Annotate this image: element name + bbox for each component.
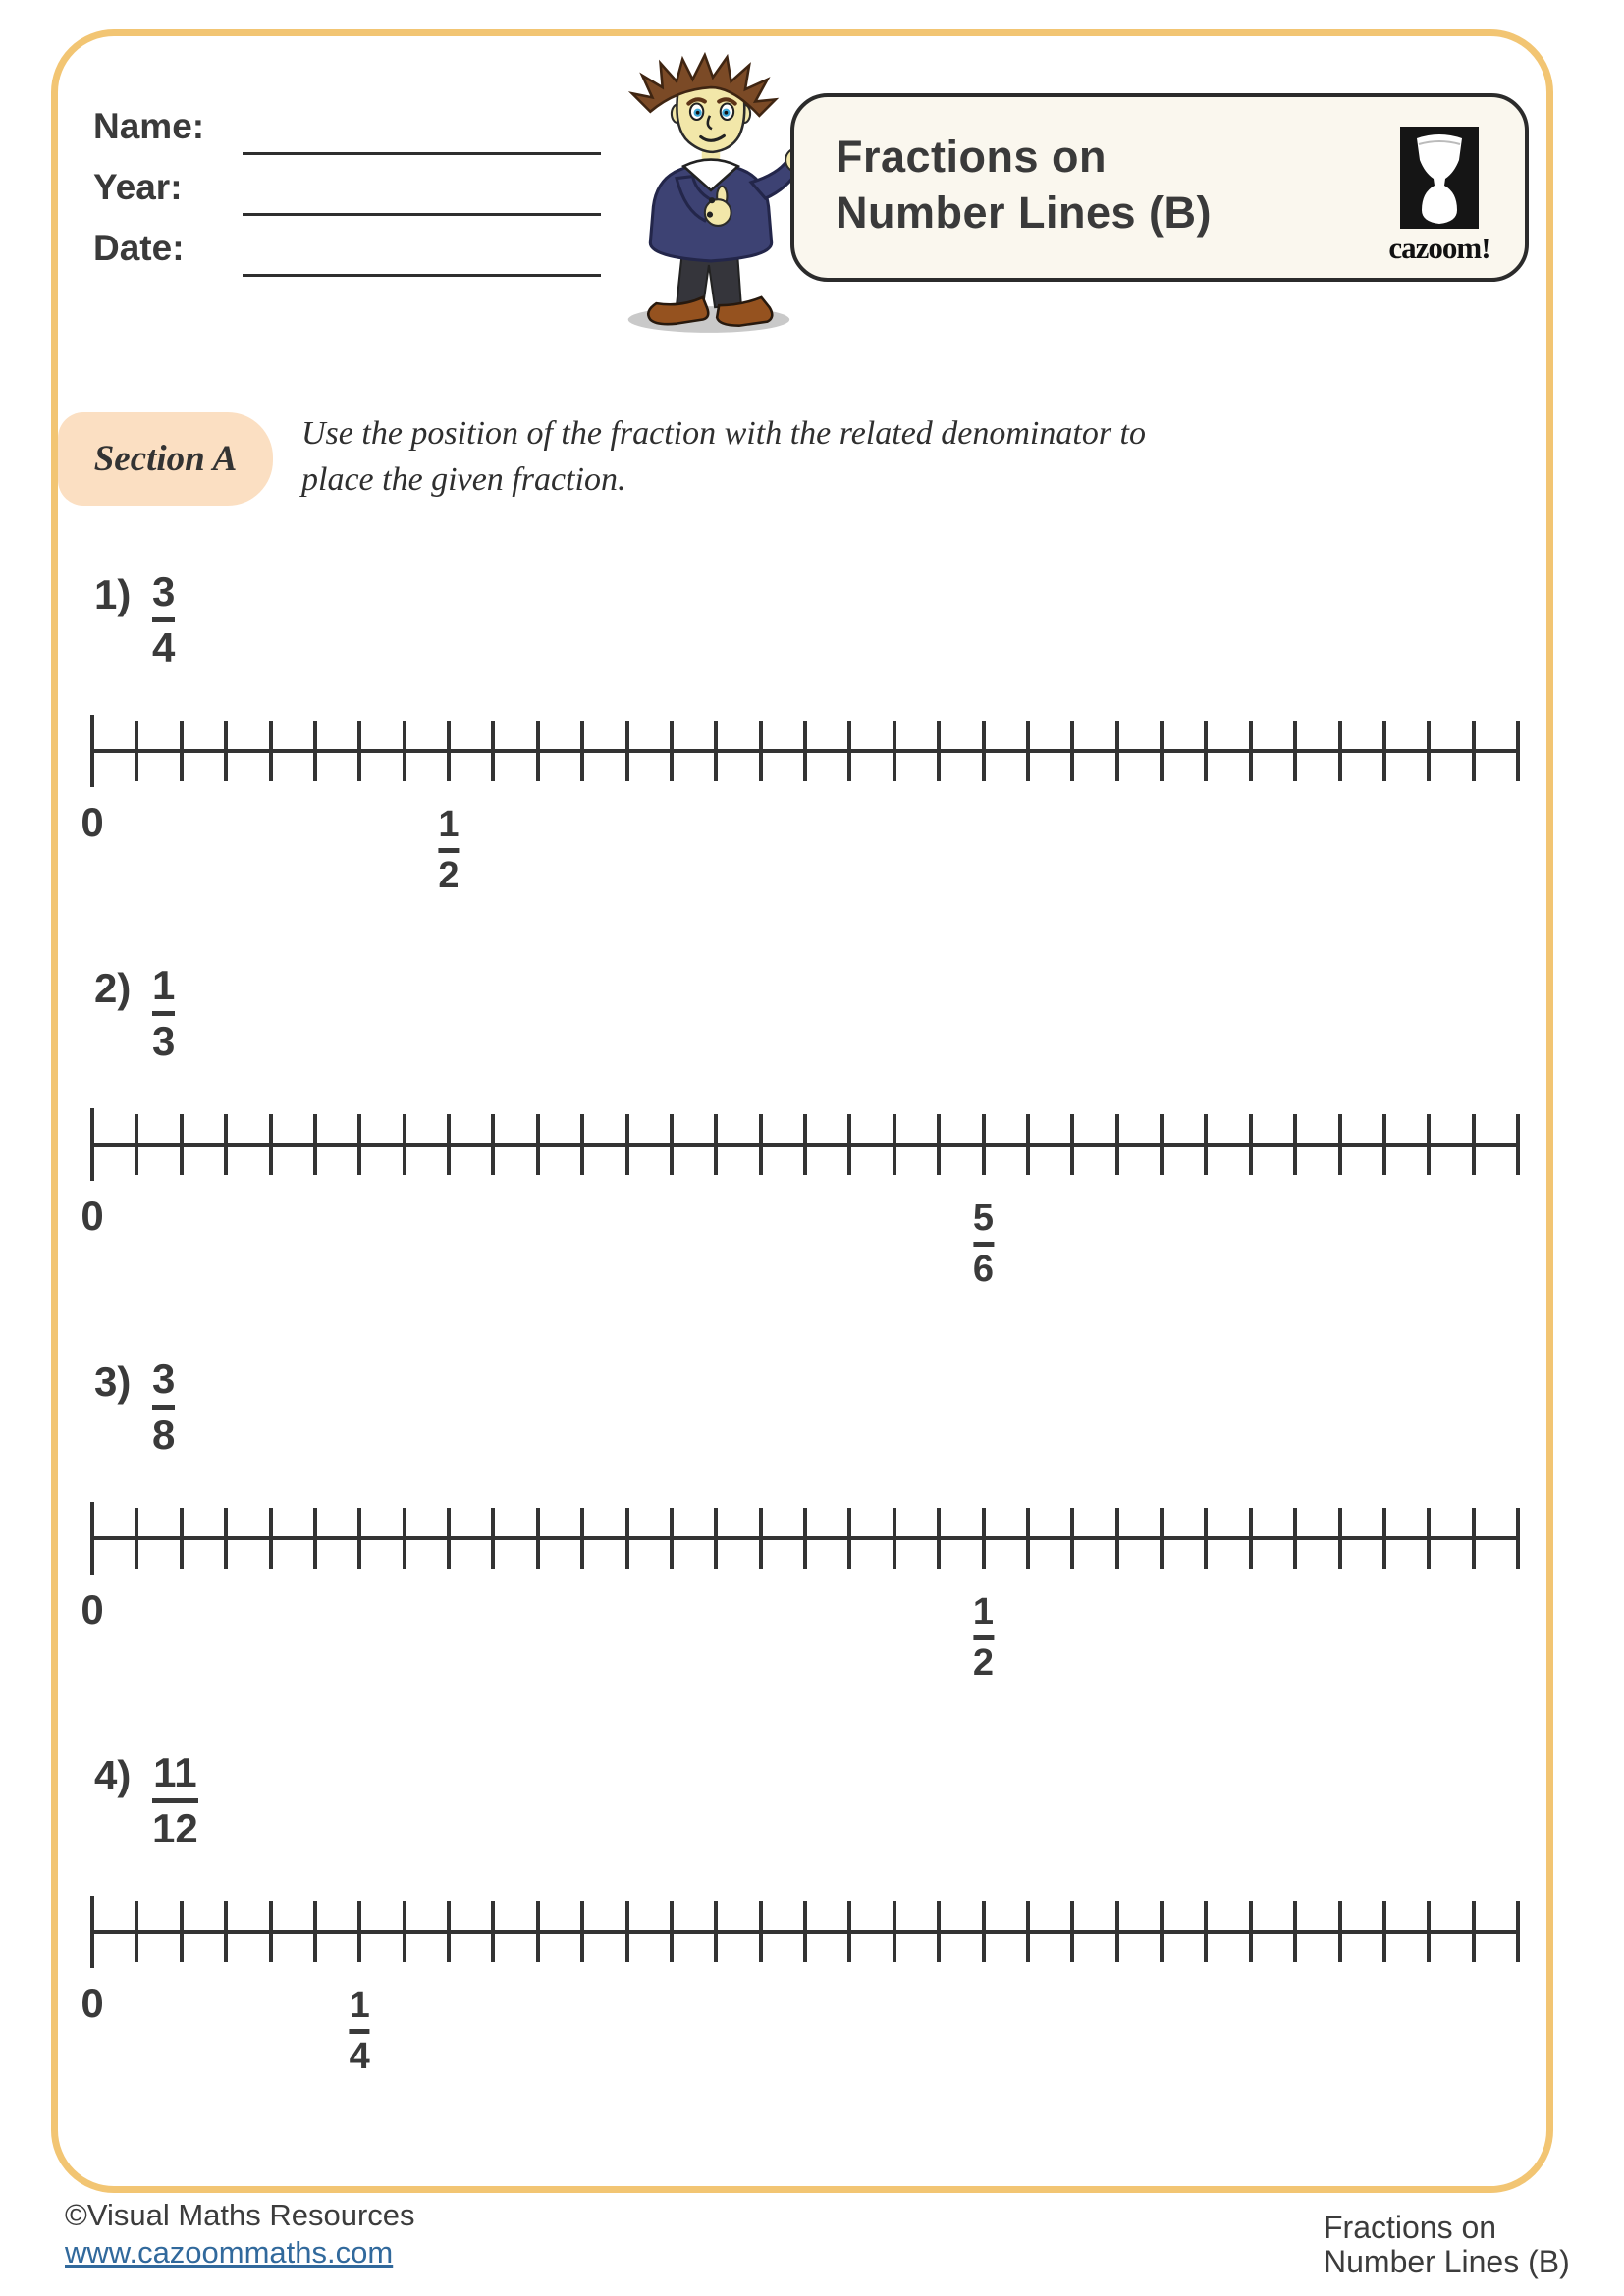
tick-mark	[447, 1508, 451, 1569]
number-line-3	[81, 1502, 1518, 1683]
fraction-denominator: 2	[972, 1642, 995, 1683]
tick-mark	[536, 721, 540, 781]
tick-mark	[982, 721, 986, 781]
tick-mark	[180, 1114, 184, 1175]
tick-mark	[1472, 1508, 1476, 1569]
tick-mark	[759, 1508, 763, 1569]
fraction-numerator: 1	[349, 1985, 370, 2026]
copyright-text: ©Visual Maths Resources	[65, 2198, 415, 2232]
tick-mark	[1115, 721, 1119, 781]
section-a-instruction	[301, 410, 1175, 503]
fraction-denominator: 8	[152, 1412, 176, 1458]
tick-mark	[1293, 1508, 1297, 1569]
tick-mark	[714, 721, 718, 781]
tick-mark	[357, 1508, 361, 1569]
fraction-numerator: 11	[153, 1749, 197, 1795]
tick-mark	[224, 1508, 228, 1569]
tick-mark	[1516, 721, 1520, 781]
name-write-line	[243, 152, 601, 155]
tick-mark	[269, 1901, 273, 1962]
year-write-line	[243, 213, 601, 216]
tick-mark	[536, 1508, 540, 1569]
tick-mark	[90, 1896, 94, 1968]
axis-label-fraction	[431, 799, 465, 896]
tick-mark	[1427, 1508, 1431, 1569]
axis-label-zero: 0	[81, 1193, 104, 1239]
problem-3	[0, 1356, 1624, 1751]
tick-mark	[491, 1114, 495, 1175]
tick-mark	[1338, 1114, 1342, 1175]
tick-mark	[1338, 1508, 1342, 1569]
tick-mark	[982, 1901, 986, 1962]
tick-mark	[937, 721, 941, 781]
footer-doc-title-line2: Number Lines (B)	[1324, 2244, 1570, 2279]
number-line-2	[81, 1108, 1518, 1290]
fraction	[966, 1592, 1001, 1683]
fraction	[145, 569, 182, 670]
tick-mark	[1026, 1508, 1030, 1569]
tick-mark	[1472, 1114, 1476, 1175]
tick-mark	[1382, 1508, 1386, 1569]
fraction-numerator: 1	[438, 804, 460, 845]
tick-mark	[313, 1901, 317, 1962]
tick-mark	[1249, 1114, 1253, 1175]
tick-mark	[625, 1508, 629, 1569]
given-fraction	[145, 963, 182, 1064]
tick-mark	[893, 1508, 896, 1569]
tick-mark	[224, 1114, 228, 1175]
tick-mark	[759, 1114, 763, 1175]
tick-mark	[1516, 1114, 1520, 1175]
fraction-denominator: 3	[152, 1018, 176, 1064]
tick-mark	[1293, 1114, 1297, 1175]
tick-mark	[625, 1901, 629, 1962]
tick-mark	[1249, 721, 1253, 781]
tick-mark	[1338, 1901, 1342, 1962]
fraction-numerator: 3	[152, 568, 176, 614]
tick-mark	[269, 1508, 273, 1569]
worksheet-title-box	[790, 93, 1529, 282]
worksheet-title-line1: Fractions on	[836, 132, 1108, 182]
footer-left	[65, 2197, 415, 2271]
tick-mark	[1070, 1508, 1074, 1569]
fraction-denominator: 4	[152, 624, 176, 670]
name-label: Name:	[93, 106, 205, 146]
tick-mark	[1382, 1901, 1386, 1962]
tick-mark	[1382, 721, 1386, 781]
tick-mark	[135, 1508, 138, 1569]
tick-mark	[847, 721, 851, 781]
fraction-numerator: 3	[152, 1356, 176, 1402]
worksheet-title-line2: Number Lines (B)	[836, 187, 1213, 238]
tick-mark	[90, 1502, 94, 1575]
tick-mark	[803, 1508, 807, 1569]
tick-mark	[1160, 1114, 1164, 1175]
axis-label-fraction	[966, 1193, 1001, 1290]
name-field-row	[93, 102, 614, 163]
tick-mark	[803, 1901, 807, 1962]
tick-mark	[1472, 721, 1476, 781]
tick-mark	[90, 715, 94, 787]
number-line-4	[81, 1896, 1518, 2077]
tick-mark	[357, 1901, 361, 1962]
tick-mark	[803, 721, 807, 781]
tick-mark	[847, 1508, 851, 1569]
tick-mark	[536, 1114, 540, 1175]
cazoom-logo-text: cazoom!	[1388, 231, 1490, 265]
tick-mark	[937, 1114, 941, 1175]
tick-mark	[670, 1508, 674, 1569]
tick-mark	[357, 721, 361, 781]
tick-mark	[224, 721, 228, 781]
tick-mark	[447, 721, 451, 781]
axis-label-zero: 0	[81, 799, 104, 845]
tick-mark	[1516, 1901, 1520, 1962]
cazoom-drum-icon	[1400, 127, 1479, 229]
fraction-denominator: 12	[152, 1805, 198, 1851]
tick-mark	[893, 1901, 896, 1962]
section-a-badge	[58, 412, 273, 506]
tick-mark	[1382, 1114, 1386, 1175]
tick-mark	[1115, 1901, 1119, 1962]
problem-1	[0, 568, 1624, 964]
tick-mark	[180, 1508, 184, 1569]
fraction	[145, 963, 182, 1064]
tick-mark	[982, 1114, 986, 1175]
tick-mark	[1026, 1901, 1030, 1962]
tick-mark	[1427, 721, 1431, 781]
tick-mark	[803, 1114, 807, 1175]
tick-mark	[1160, 1901, 1164, 1962]
given-fraction	[145, 1750, 205, 1851]
tick-mark	[1070, 1901, 1074, 1962]
cazoom-logo	[1380, 127, 1499, 266]
tick-mark	[135, 1901, 138, 1962]
fraction-denominator: 4	[349, 2036, 370, 2077]
tick-mark	[937, 1901, 941, 1962]
problem-number: 3)	[94, 1359, 132, 1405]
tick-mark	[1427, 1901, 1431, 1962]
date-label: Date:	[93, 228, 185, 268]
tick-mark	[447, 1901, 451, 1962]
tick-mark	[1160, 1508, 1164, 1569]
tick-mark	[670, 1901, 674, 1962]
tick-mark	[313, 1508, 317, 1569]
tick-mark	[580, 1114, 584, 1175]
date-field-row	[93, 224, 614, 285]
tick-mark	[580, 1901, 584, 1962]
number-line-1	[81, 715, 1518, 896]
fraction-bar	[152, 1405, 175, 1410]
tick-mark	[1516, 1508, 1520, 1569]
tick-mark	[447, 1114, 451, 1175]
axis-label-fraction	[966, 1586, 1001, 1683]
tick-mark	[269, 721, 273, 781]
problem-number: 2)	[94, 965, 132, 1011]
tick-mark	[313, 721, 317, 781]
year-field-row	[93, 163, 614, 224]
axis-label-zero: 0	[81, 1980, 104, 2026]
tick-mark	[580, 1508, 584, 1569]
problem-number: 4)	[94, 1752, 132, 1798]
tick-mark	[1160, 721, 1164, 781]
tick-mark	[893, 721, 896, 781]
tick-mark	[580, 721, 584, 781]
tick-mark	[937, 1508, 941, 1569]
tick-mark	[536, 1901, 540, 1962]
tick-mark	[625, 721, 629, 781]
tick-mark	[1204, 1508, 1208, 1569]
tick-mark	[90, 1108, 94, 1181]
fraction-bar	[152, 1011, 175, 1016]
tick-mark	[1338, 721, 1342, 781]
instruction-line2: place the given fraction.	[301, 461, 626, 498]
tick-mark	[135, 721, 138, 781]
tick-mark	[759, 1901, 763, 1962]
tick-mark	[1204, 1114, 1208, 1175]
worksheet-title	[836, 129, 1212, 240]
tick-mark	[269, 1114, 273, 1175]
tick-mark	[1472, 1901, 1476, 1962]
footer-doc-title	[1324, 2211, 1570, 2279]
fraction-bar	[973, 1242, 994, 1247]
tick-mark	[180, 1901, 184, 1962]
tick-mark	[714, 1901, 718, 1962]
fraction	[343, 1986, 377, 2077]
fraction-numerator: 1	[972, 1591, 995, 1632]
fraction-bar	[152, 617, 175, 622]
tick-mark	[847, 1901, 851, 1962]
problem-number: 1)	[94, 571, 132, 617]
fraction-bar	[973, 1635, 994, 1640]
tick-mark	[714, 1114, 718, 1175]
tick-mark	[1249, 1508, 1253, 1569]
given-fraction	[145, 1357, 182, 1458]
fraction	[145, 1357, 182, 1458]
tick-mark	[224, 1901, 228, 1962]
tick-mark	[1293, 1901, 1297, 1962]
tick-mark	[403, 721, 406, 781]
fraction-numerator: 5	[972, 1198, 995, 1239]
tick-mark	[357, 1114, 361, 1175]
tick-mark	[1026, 1114, 1030, 1175]
fraction	[145, 1750, 205, 1851]
tick-mark	[491, 1901, 495, 1962]
tick-mark	[1115, 1114, 1119, 1175]
tick-mark	[180, 721, 184, 781]
fraction-bar	[350, 2029, 370, 2034]
cazoommaths-link[interactable]: www.cazoommaths.com	[65, 2235, 394, 2269]
student-id-block	[93, 102, 614, 285]
axis-label-zero: 0	[81, 1586, 104, 1632]
given-fraction	[145, 569, 182, 670]
tick-mark	[1070, 721, 1074, 781]
tick-mark	[403, 1114, 406, 1175]
date-write-line	[243, 274, 601, 277]
tick-mark	[1427, 1114, 1431, 1175]
problem-2	[0, 962, 1624, 1358]
tick-mark	[759, 721, 763, 781]
year-label: Year:	[93, 167, 183, 207]
instruction-line1: Use the position of the fraction with the related denominator to	[301, 415, 1146, 452]
tick-mark	[313, 1114, 317, 1175]
section-a-label: Section A	[93, 439, 238, 479]
tick-mark	[403, 1901, 406, 1962]
fraction	[431, 805, 465, 896]
tick-mark	[670, 1114, 674, 1175]
tick-mark	[491, 721, 495, 781]
problem-4	[0, 1749, 1624, 2145]
tick-mark	[1204, 1901, 1208, 1962]
axis-label-fraction	[343, 1980, 377, 2077]
fraction-denominator: 2	[438, 855, 460, 896]
tick-mark	[1204, 721, 1208, 781]
fraction-bar	[152, 1798, 198, 1803]
fraction-bar	[438, 848, 459, 853]
tick-mark	[403, 1508, 406, 1569]
tick-mark	[491, 1508, 495, 1569]
fraction-numerator: 1	[152, 962, 176, 1008]
fraction-denominator: 6	[972, 1249, 995, 1290]
tick-mark	[1115, 1508, 1119, 1569]
tick-mark	[1026, 721, 1030, 781]
tick-mark	[893, 1114, 896, 1175]
tick-mark	[982, 1508, 986, 1569]
tick-mark	[714, 1508, 718, 1569]
tick-mark	[1293, 721, 1297, 781]
tick-mark	[135, 1114, 138, 1175]
tick-mark	[1070, 1114, 1074, 1175]
tick-mark	[670, 721, 674, 781]
tick-mark	[847, 1114, 851, 1175]
footer-doc-title-line1: Fractions on	[1324, 2210, 1497, 2245]
tick-mark	[625, 1114, 629, 1175]
tick-mark	[1249, 1901, 1253, 1962]
fraction	[966, 1199, 1001, 1290]
